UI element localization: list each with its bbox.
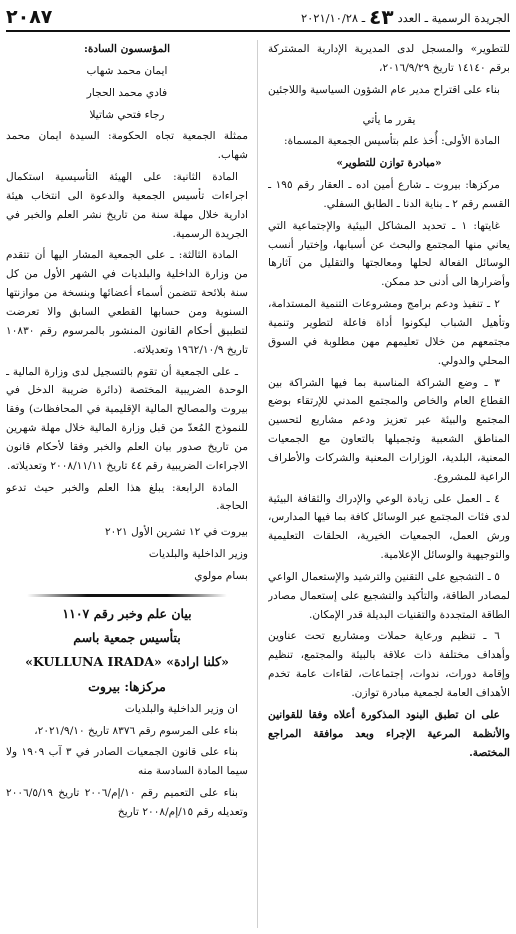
issue-date: ـ ٢٠٢١/١٠/٢٨ (300, 10, 366, 25)
place-date: بيروت في ١٢ تشرين الأول ٢٠٢١ (104, 526, 248, 539)
article-one: المادة الأولى: أُخذ علم بتأسيس الجمعية المسماة: (284, 135, 500, 148)
section-separator (27, 594, 227, 597)
goal-5: ٥ ـ التشجيع على التقنين والترشيد والإستعمال الواعي لمصادر الطاقة، والتأكيد والتشجيع على إستعمال مصادر الطاقة المتجددة والتقنيات البديلة قدر الإمكان. (268, 570, 510, 621)
column-divider (257, 40, 258, 928)
founders-label: المؤسسون السادة: (83, 43, 171, 55)
minister-intro: ان وزير الداخلية والبلديات (124, 702, 238, 715)
decides-heading: يقرر ما يأتي (362, 113, 416, 126)
gazette-masthead (301, 0, 510, 36)
page-number: ٢٠٨٧ (6, 6, 53, 29)
closing-clause: على ان تطبق البنود المذكورة أعلاه وفقا للقوانين والأنظمة المرعية الإجراء وبعد موافقة المراجع المختصة. (268, 708, 510, 759)
minister-title: وزير الداخلية والبلديات (148, 548, 248, 561)
headquarters: مركزها: بيروت ـ شارع أمين اده ـ العقار رقم ١٩٥ ـ القسم رقم ٢ ـ بناية الدنا ـ الطابق السفلي. (268, 179, 510, 210)
article-three-tax: ـ على الجمعية أن تقوم بالتسجيل لدى وزارة المالية ـ الوحدة الضريبية المختصة (دائرة ضريبة الدخل في بيروت والمصالح المالية الإقليمية في المحافظات) وفقا للنموذج المُعدّ من قبل وزارة المالية خلال مهلة شهرين من تاريخ صدور بيان العلم والخبر وفقا لأحكام قانون الاجراءات الضريبية رقم ٤٤ تاريخ ٢٠٠٨/١١/١١ وتعديلاته. (6, 365, 248, 472)
article-four: المادة الرابعة: يبلغ هذا العلم والخبر حيث تدعو الحاجة. (6, 481, 248, 513)
goal-3: ٣ ـ وضع الشراكة المناسبة بما فيها الشراكة بين القطاع العام والخاص والمجتمع المدني للإرتقاء بوضع المجتمع والبيئة عبر تعزيز ودعم مشاريع لتحسين المناطق الشعبية وتجميلها بالتعاون مع الجمعيات المعنية، البلدية، الوزارات المعنية والشركات والأطراف الراعية للمشروع. (268, 376, 510, 483)
founder-name: رجاء فتحي شاتيلا (89, 108, 165, 121)
minister-name: بسام مولوي (194, 569, 248, 582)
goal-6: ٦ ـ تنظيم ورعاية حملات ومشاريع تحت عناوين وأهداف مختلفة ذات علاقة بالبيئة والمجتمع، تنظيم وإقامة دورات، ندوات، إجتماعات، لقاءات عامة تخدم الأهداف العامة لجمعية مبادرة توازن. (268, 630, 510, 699)
founder-name: ايمان محمد شهاب (86, 64, 168, 77)
notice-title: بيان علم وخبر رقم ١١٠٧ (62, 605, 192, 621)
registration-paragraph: للتطوير» والمسجل لدى المديرية الإدارية المشتركة برقم ١٤١٤٠ تاريخ ٢٠١٦/٩/٢٩، (268, 43, 510, 74)
goal-2: ٢ ـ تنفيذ ودعم برامج ومشروعات التنمية المستدامة، وتأهيل الشباب ليكونوا أداة فاعلة لتطوير وتنمية مجتمعهم من خلال تعليمهم مهن مطلوبة في السوق المحلي والدولي. (268, 298, 510, 367)
page-header (6, 6, 510, 32)
left-column (6, 40, 248, 928)
notice-association-name: «كلنا ارادة» «KULLUNA IRADA» (25, 654, 229, 670)
article-three: المادة الثالثة: ـ على الجمعية المشار اليها أن تتقدم من وزارة الداخلية والبلديات في الشهر الأول من كل سنة بلائحة تتضمن أسماء أعضائها وبنسخة من موازنتها السنوية ومن حسابها القطعي السابق والا تعرضت لتطبيق أحكام القانون المنشور بالمرسوم رقم ١٠٨٣٠ تاريخ ١٩٦٢/١٠/٩ وتعديلاته. (6, 249, 248, 356)
article-two: المادة الثانية: على الهيئة التأسيسية استكمال اجراءات تأسيس الجمعية والدعوة الى انتخاب هيئة ادارية خلال مهلة سنة من تاريخ نشر العلم والخبر في الجريدة الرسمية. (6, 171, 248, 240)
circular-reference: بناء على التعميم رقم ١٠/إم/٢٠٠٦ تاريخ ٢٠٠٦/٥/١٩ وتعديله رقم ١٥/إم/٢٠٠٨ تاريخ (6, 787, 248, 818)
decree-reference: بناء على المرسوم رقم ٨٣٧٦ تاريخ ٢٠٢١/٩/١٠، (34, 724, 238, 737)
right-column (268, 40, 510, 928)
notice-headquarters: مركزها: بيروت (88, 678, 166, 694)
association-name: «مبادرة توازن للتطوير» (336, 157, 442, 170)
notice-subtitle: بتأسيس جمعية باسم (73, 630, 181, 646)
goal-4: ٤ ـ العمل على زيادة الوعي والإدراك والثقافة البيئية لدى فئات المجتمع عبر الوسائل كافة بما فيها المدارس، ورش العمل، الجمعيات الخيرية، الحلقات التعليمية والتوجيهية والوسائل الإعلامية. (268, 492, 510, 562)
issue-number: ٤٣ (369, 5, 394, 30)
goal-1: غايتها: ١ ـ تحديد المشاكل البيئية والإجتماعية التي يعاني منها المجتمع والبحث عن أسبابها، وإختيار أنسب الوسائل الفعالة لحلها ومعالجتها والتقليل من آثارها وأضرارها الى أدنى حد ممكن. (268, 219, 510, 289)
founder-name: فادي محمد الحجار (86, 86, 168, 99)
law-reference: بناء على قانون الجمعيات الصادر في ٣ آب ١٩٠٩ ولا سيما المادة السادسة منه (6, 746, 248, 778)
gazette-title: الجريدة الرسمية ـ العدد (397, 10, 510, 25)
proposal-paragraph: بناء على اقتراح مدير عام الشؤون السياسية واللاجئين (268, 83, 500, 96)
government-representative: ممثلة الجمعية تجاه الحكومة: السيدة ايمان محمد شهاب. (6, 130, 248, 162)
